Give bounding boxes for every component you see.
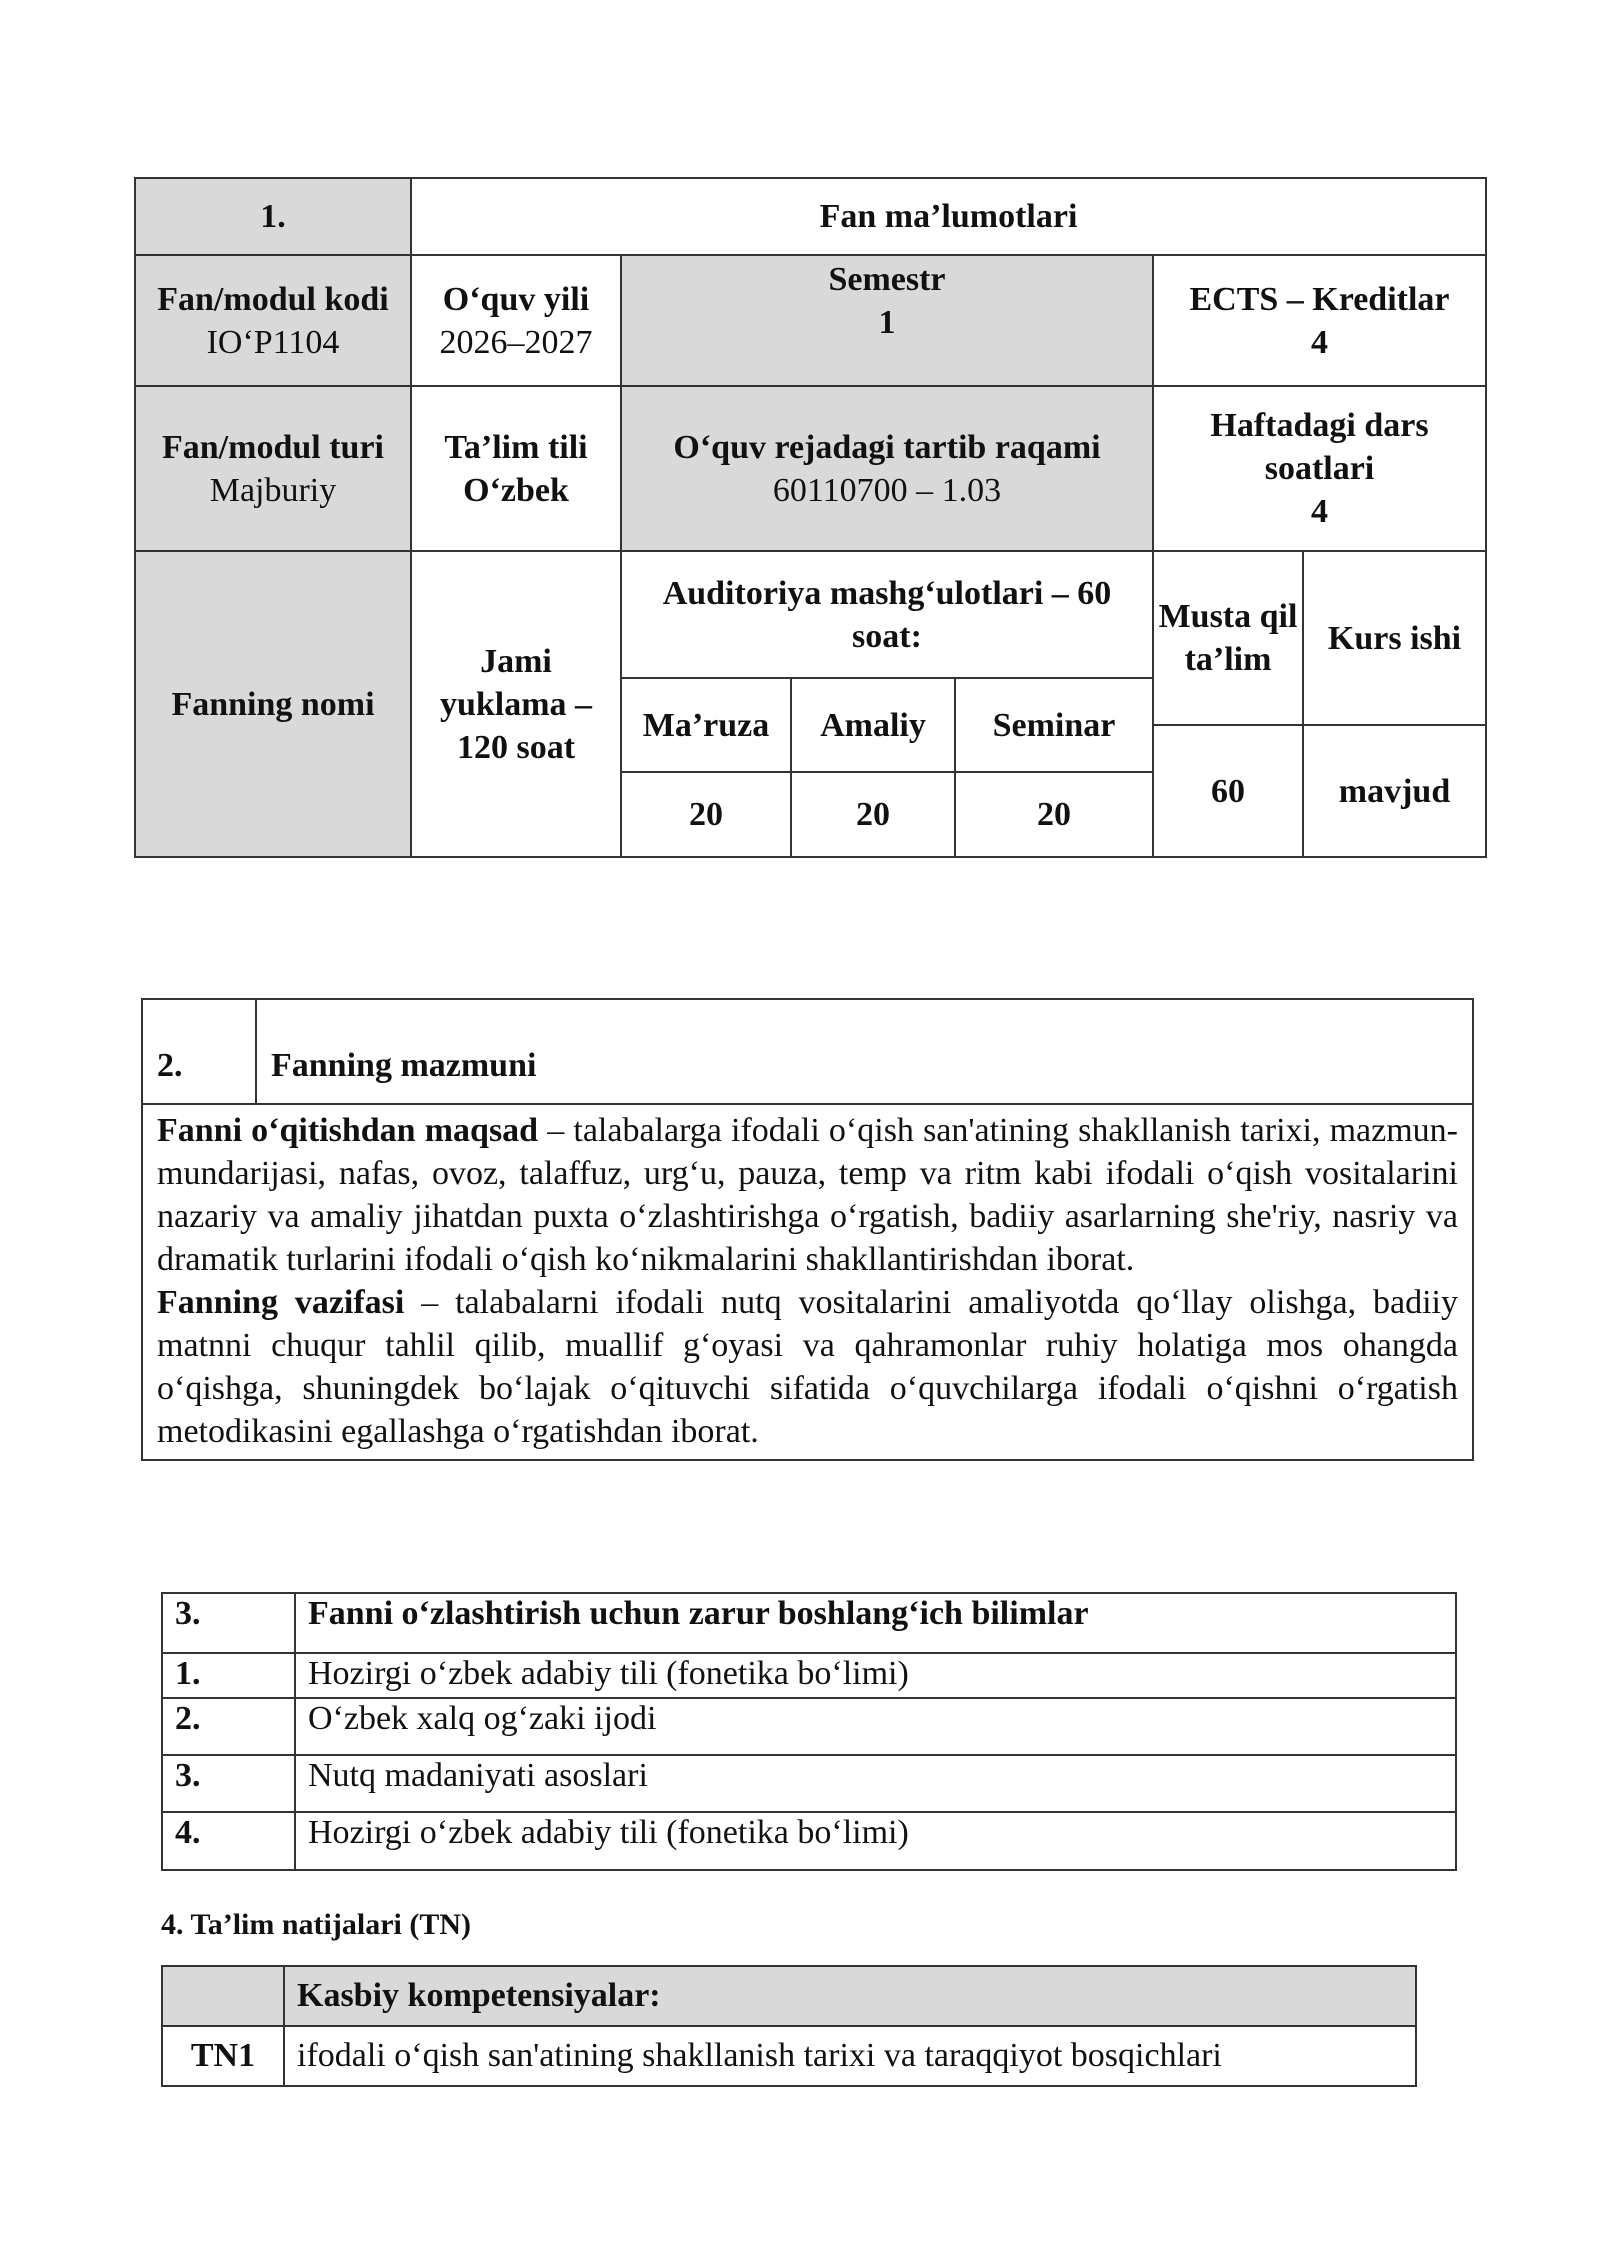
plan-number-label: O‘quv rejadagi tartib raqami	[673, 428, 1101, 466]
weekly-hours-cell	[1153, 386, 1486, 551]
practical-value: 20	[791, 772, 955, 857]
semester-cell	[621, 255, 1153, 386]
total-load: Jami yuklama – 120 soat	[411, 551, 621, 857]
section3-number: 3.	[162, 1593, 295, 1653]
task-label: Fanning vazifasi	[157, 1284, 405, 1321]
course-work-label: Kurs ishi	[1303, 551, 1486, 725]
language-value: O‘zbek	[463, 471, 569, 509]
section2-body	[142, 1104, 1473, 1460]
outcome-text: ifodali o‘qish san'atining shakllanish tarixi va taraqqiyot bosqichlari	[284, 2026, 1416, 2086]
section3-title: Fanni o‘zlashtirish uchun zarur boshlang‘ich bilimlar	[295, 1593, 1456, 1653]
module-code-label: Fan/modul kodi	[157, 280, 389, 318]
course-info-table	[134, 177, 1487, 858]
lecture-label: Ma’ruza	[621, 678, 791, 772]
study-year-label: O‘quv yili	[442, 280, 590, 318]
module-type-value: Majburiy	[209, 471, 337, 509]
course-name-label: Fanning nomi	[135, 551, 411, 857]
language-cell	[411, 386, 621, 551]
prereq-num: 4.	[162, 1812, 295, 1870]
seminar-value: 20	[955, 772, 1153, 857]
semester-value: 1	[878, 304, 896, 341]
module-type-cell	[135, 386, 411, 551]
plan-number-value: 60110700 – 1.03	[772, 471, 1002, 509]
weekly-hours-value: 4	[1311, 493, 1328, 530]
goal-text: – talabalarga ifodali o‘qish san'atining shakllanish tarixi, mazmun-mundarijasi, nafas, ovoz, talaffuz, urg‘u, pauza, temp va ritm kabi ifodali o‘qish vositalarini nazariy va amaliy jihatdan puxta o‘zlashtirishga o‘rgatish, badiiy asarlarning she'riy, nasriy va dramatik turlarini ifodali o‘qish ko‘nikmalarini shakllantirishdan iborat.	[157, 1112, 1459, 1278]
auditorium-label: Auditoriya mashg‘ulotlari – 60 soat:	[621, 551, 1153, 678]
study-year-value: 2026–2027	[439, 323, 593, 361]
section4-heading: 4. Ta’lim natijalari (TN)	[161, 1908, 472, 1941]
section1-title: Fan ma’lumotlari	[411, 178, 1486, 255]
learning-outcomes-table	[161, 1965, 1417, 2087]
weekly-hours-label: Haftadagi dars soatlari	[1210, 407, 1429, 487]
module-type-label: Fan/modul turi	[162, 428, 384, 466]
outcome-code: TN1	[162, 2026, 284, 2086]
prereq-num: 2.	[162, 1698, 295, 1755]
independent-label: Musta qil ta’lim	[1153, 551, 1303, 725]
plan-number-cell	[621, 386, 1153, 551]
course-work-value: mavjud	[1303, 725, 1486, 857]
independent-value: 60	[1153, 725, 1303, 857]
prerequisites-table	[161, 1592, 1457, 1871]
prereq-num: 1.	[162, 1653, 295, 1698]
module-code-cell	[135, 255, 411, 386]
prereq-text: O‘zbek xalq og‘zaki ijodi	[295, 1698, 1456, 1755]
ects-label: ECTS – Kreditlar	[1189, 280, 1450, 318]
study-year-cell	[411, 255, 621, 386]
semester-label: Semestr	[828, 261, 946, 298]
seminar-label: Seminar	[955, 678, 1153, 772]
course-content-table	[141, 998, 1474, 1461]
practical-label: Amaliy	[791, 678, 955, 772]
prereq-num: 3.	[162, 1755, 295, 1812]
outcomes-header-empty	[162, 1966, 284, 2026]
module-code-value: IO‘P1104	[206, 323, 340, 361]
lecture-value: 20	[621, 772, 791, 857]
task-text: – talabalarni ifodali nutq vositalarini amaliyotda qo‘llay olishga, badiiy matnni chuqur tahlil qilib, muallif g‘oyasi va qahramonlar ruhiy holatiga mos ohangda o‘qishga, shuningdek bo‘lajak o‘qituvchi sifatida o‘quvchilarga ifodali o‘qishni o‘rgatish metodikasini egallashga o‘rgatishdan iborat.	[157, 1284, 1459, 1450]
task-paragraph	[157, 1281, 1458, 1453]
ects-cell	[1153, 255, 1486, 386]
prereq-text: Hozirgi o‘zbek adabiy tili (fonetika bo‘limi)	[295, 1812, 1456, 1870]
section2-number: 2.	[142, 999, 256, 1104]
language-label: Ta’lim tili	[444, 428, 588, 466]
section2-title: Fanning mazmuni	[256, 999, 1473, 1104]
prereq-text: Nutq madaniyati asoslari	[295, 1755, 1456, 1812]
goal-label: Fanni o‘qitishdan maqsad	[157, 1112, 539, 1149]
outcomes-header-label: Kasbiy kompetensiyalar:	[284, 1966, 1416, 2026]
ects-value: 4	[1311, 323, 1328, 361]
prereq-text: Hozirgi o‘zbek adabiy tili (fonetika bo‘limi)	[295, 1653, 1456, 1698]
goal-paragraph	[157, 1109, 1458, 1281]
section1-number: 1.	[135, 178, 411, 255]
